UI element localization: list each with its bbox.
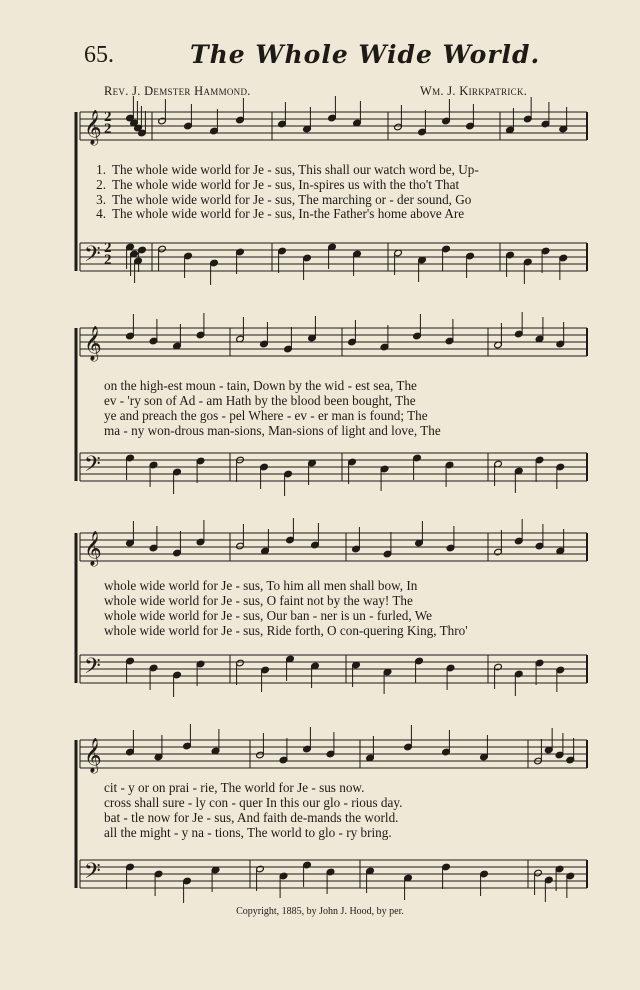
lyric-text: ev - 'ry son of Ad - am Hath by the blood been bought, The <box>104 393 416 408</box>
lyric-line <box>104 378 417 393</box>
treble-clef: 𝄞 <box>84 738 102 773</box>
lyric-text: The whole wide world for Je - sus, In-the Father's home above Are <box>112 206 465 221</box>
verse-number: 1. <box>96 162 106 177</box>
lyric-line <box>84 206 464 221</box>
lyric-text: The whole wide world for Je - sus, In-spires us with the tho't That <box>112 177 460 192</box>
lyric-line <box>84 162 479 177</box>
lyric-text: on the high-est moun - tain, Down by the wid - est sea, The <box>104 378 417 393</box>
verse-number: 3. <box>96 192 106 207</box>
lyric-text: whole wide world for Je - sus, Our ban - ner is un - furled, We <box>104 608 432 623</box>
lyric-line <box>104 780 364 795</box>
lyric-line <box>104 393 416 408</box>
bass-clef: 𝄢 <box>84 452 101 482</box>
bass-clef: 𝄢 <box>84 859 101 889</box>
treble-clef: 𝄞 <box>84 531 102 566</box>
lyric-text: The whole wide world for Je - sus, The marching or - der sound, Go <box>112 192 472 207</box>
time-signature-treble: 2 <box>104 121 112 137</box>
lyric-line <box>104 623 468 638</box>
lyric-line <box>104 593 413 608</box>
lyric-line <box>104 608 432 623</box>
time-signature-bass: 2 <box>104 240 112 256</box>
time-signature-bass: 2 <box>104 252 112 268</box>
lyric-line <box>104 825 392 840</box>
lyric-text: ma - ny won-drous man-sions, Man-sions of light and love, The <box>104 423 441 438</box>
lyric-line <box>84 192 471 207</box>
time-signature-treble: 2 <box>104 109 112 125</box>
verse-number: 2. <box>96 177 106 192</box>
lyric-line <box>104 423 441 438</box>
copyright-notice: Copyright, 1885, by John J. Hood, by per. <box>236 906 404 917</box>
verse-number: 4. <box>96 206 106 221</box>
lyric-line <box>104 810 398 825</box>
bass-clef: 𝄢 <box>84 654 101 684</box>
lyric-line <box>104 408 428 423</box>
lyric-text: whole wide world for Je - sus, O faint not by the way! The <box>104 593 413 608</box>
lyric-text: whole wide world for Je - sus, Ride forth, O con-quering King, Thro' <box>104 623 468 638</box>
treble-clef: 𝄞 <box>84 326 102 361</box>
hymn-title: The Whole Wide World. <box>190 40 541 69</box>
lyric-line <box>104 578 417 593</box>
composer-credit: Wm. J. Kirkpatrick. <box>420 84 528 98</box>
lyric-text: all the might - y na - tions, The world to glo - ry bring. <box>104 825 392 840</box>
lyric-text: cross shall sure - ly con - quer In this our glo - rious day. <box>104 795 403 810</box>
lyric-text: ye and preach the gos - pel Where - ev - er man is found; The <box>104 408 428 423</box>
lyric-text: The whole wide world for Je - sus, This shall our watch word be, Up- <box>112 162 479 177</box>
bass-clef: 𝄢 <box>84 242 101 272</box>
hymn-number: 65. <box>84 42 114 68</box>
lyric-line <box>104 795 402 810</box>
lyric-text: cit - y or on prai - rie, The world for Je - sus now. <box>104 780 365 795</box>
lyricist-credit: Rev. J. Demster Hammond. <box>104 84 251 98</box>
lyric-text: whole wide world for Je - sus, To him all men shall bow, In <box>104 578 418 593</box>
lyric-text: bat - tle now for Je - sus, And faith de-mands the world. <box>104 810 399 825</box>
lyric-line <box>84 177 459 192</box>
treble-clef: 𝄞 <box>84 110 102 145</box>
